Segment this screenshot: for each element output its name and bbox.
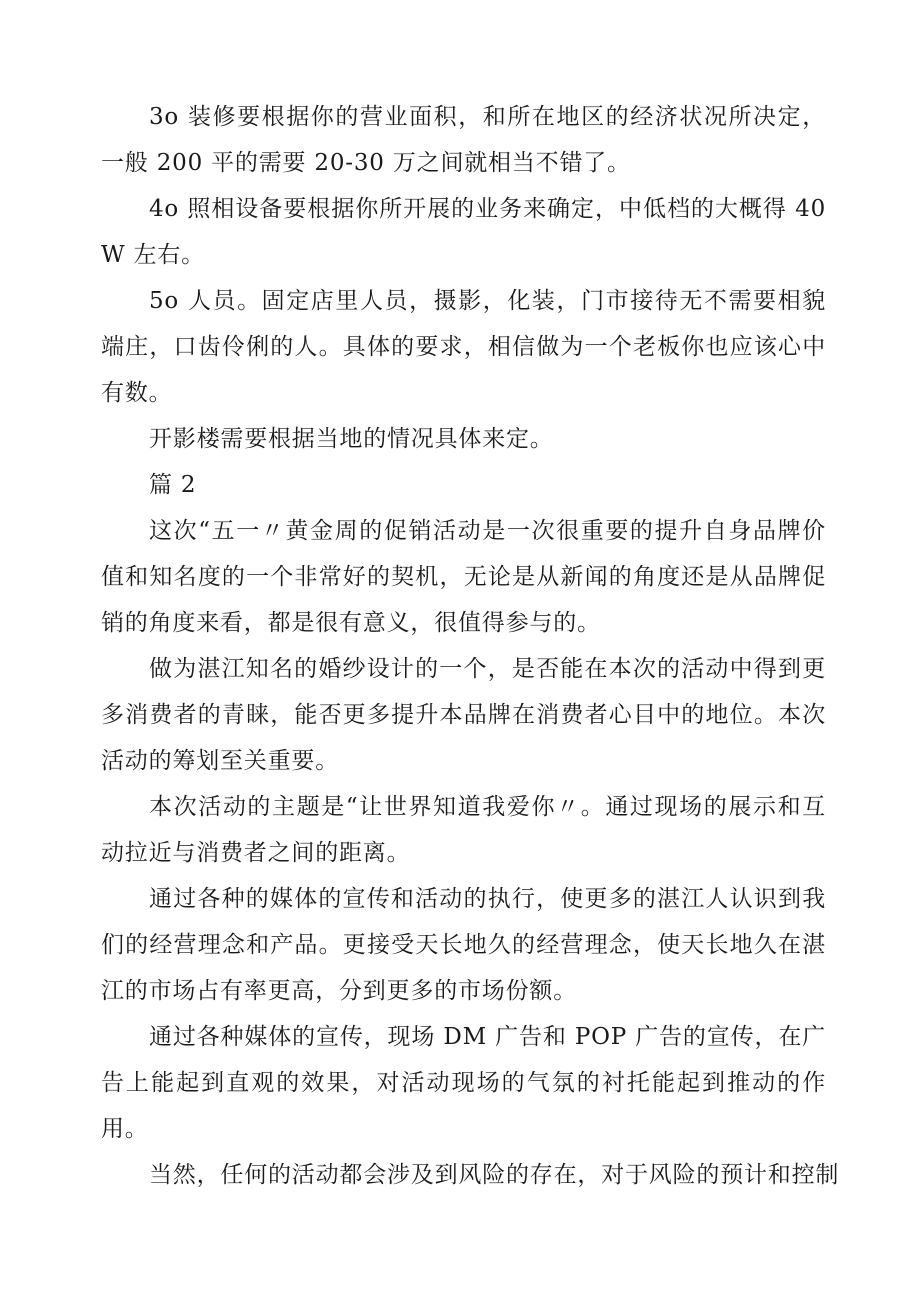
paragraph-event-theme: 本次活动的主题是“让世界知道我爱你〃。通过现场的展示和互动拉近与消费者之间的距离。 [101, 794, 826, 866]
paragraph-media-publicity: 通过各种的媒体的宣传和活动的执行，使更多的湛江人认识到我们的经营理念和产品。更接受天长地久的经营理念，使天长地久在湛江的市场占有率更高，分到更多的市场份额。 [101, 886, 826, 1004]
document-body [101, 94, 840, 1198]
paragraph-may-day-promotion: 这次“五一〃黄金周的促销活动是一次很重要的提升自身品牌价值和知名度的一个非常好的契机，无论是从新闻的角度还是从品牌促销的角度来看，都是很有意义，很值得参与的。 [101, 518, 826, 636]
paragraph-decoration-cost: 3o 装修要根据你的营业面积，和所在地区的经济状况所决定，一般 200 平的需要 20-30 万之间就相当不错了。 [101, 104, 826, 176]
paragraph-risk: 当然，任何的活动都会涉及到风险的存在，对于风险的预计和控制 [149, 1162, 840, 1188]
paragraph-staff: 5o 人员。固定店里人员，摄影，化装，门市接待无不需要相貌端庄，口齿伶俐的人。具体的要求，相信做为一个老板你也应该心中有数。 [101, 288, 826, 406]
paragraph-advertising: 通过各种媒体的宣传，现场 DM 广告和 POP 广告的宣传，在广告上能起到直观的效果，对活动现场的气氛的衬托能起到推动的作用。 [101, 1024, 826, 1142]
paragraph-brand-position: 做为湛江知名的婚纱设计的一个，是否能在本次的活动中得到更多消费者的青睐，能否更多提升本品牌在消费者心目中的地位。本次活动的筹划至关重要。 [101, 656, 826, 774]
section-heading-part-2: 篇 2 [149, 472, 197, 498]
paragraph-camera-equipment: 4o 照相设备要根据你所开展的业务来确定，中低档的大概得 40W 左右。 [101, 196, 826, 268]
paragraph-local-situation: 开影楼需要根据当地的情况具体来定。 [149, 426, 554, 452]
